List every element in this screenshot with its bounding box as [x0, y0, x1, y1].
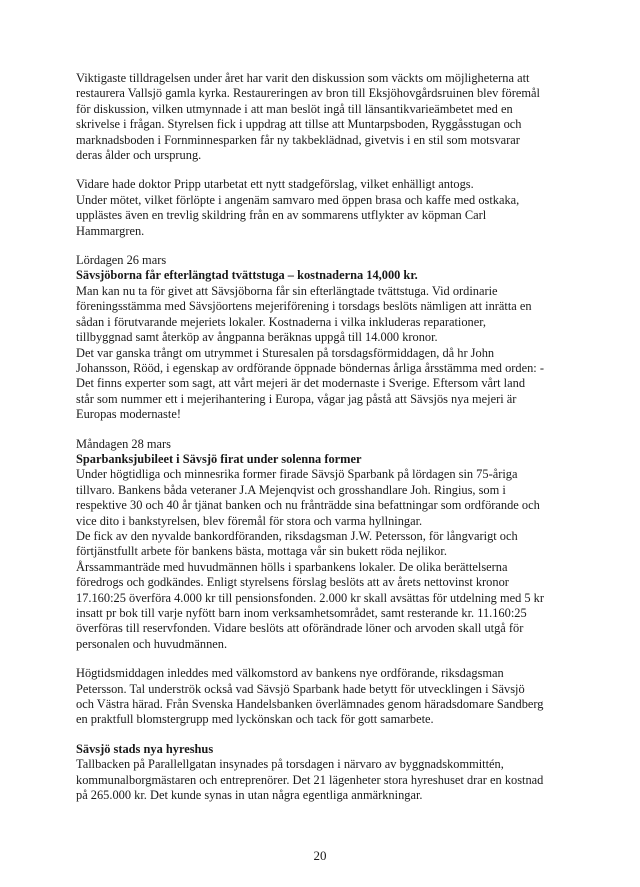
- article-hyreshus: [76, 742, 576, 804]
- article-headline: Sävsjö stads nya hyreshus: [76, 741, 214, 756]
- text-line: Tallbacken på Parallellgatan insynades på torsdagen i närvaro av byggnadskommittén,: [76, 757, 504, 772]
- text-line: Under högtidliga och minnesrika former firade Sävsjö Sparbank på lördagen sin 75-åriga: [76, 467, 518, 482]
- text-line: på 265.000 kr. Det kunde synas in utan några egentliga anmärkningar.: [76, 788, 423, 803]
- article-body: [76, 284, 576, 423]
- text-line: Man kan nu ta för givet att Sävsjöborna får sin efterlängtade tvättstuga. Vid ordinarie: [76, 283, 498, 298]
- text-line: Det var ganska trångt om utrymmet i Sturesalen på torsdagsförmiddagen, då hr John: [76, 345, 495, 360]
- text-line: överföras till reservfonden. Vidare beslöts att oförändrade löner och arvoden skall utgå för: [76, 621, 524, 636]
- text-line: respektive 30 och 40 år tjänat banken och nu frånträdde sina befattningar som ordförande och: [76, 498, 540, 513]
- text-line: Petersson. Tal underströk också vad Sävsjö Sparbank hade betytt för utvecklingen i Sävsjö: [76, 681, 525, 696]
- text-line: personalen och huvudmännen.: [76, 636, 228, 651]
- text-line: tillvaro. Bankens båda veteraner J.A Mejenqvist och grosshandlare Joh. Ringius, som i: [76, 482, 506, 497]
- article-body: [76, 467, 576, 652]
- dinner-paragraph: [76, 666, 576, 728]
- article-date: Måndagen 28 mars: [76, 436, 171, 451]
- text-line: deras ålder och ursprung.: [76, 148, 202, 163]
- article-date: Lördagen 26 mars: [76, 253, 167, 268]
- article-headline: Sparbanksjubileet i Sävsjö firat under solenna former: [76, 451, 362, 466]
- text-line: står som nummer ett i mejerihantering i Europa, vågar jag påstå att Sävsjös nya mejeri är: [76, 391, 517, 406]
- text-line: restaurera Vallsjö gamla kyrka. Restaureringen av bron till Eksjöhovgårdsruinen blev föremål: [76, 86, 540, 101]
- text-line: Under mötet, vilket förlöpte i angenäm samvaro med öppen brasa och kaffe med ostkaka,: [76, 192, 520, 207]
- text-line: marknadsboden i Fornminnesparken får ny takbeklädnad, givetvis i en stil som motsvarar: [76, 132, 520, 147]
- intro-paragraph: [76, 71, 576, 163]
- article-body: [76, 757, 576, 803]
- text-line: Johansson, Rööd, i egenskap av ordförande öppnade böndernas årliga årsstämma med orden: -: [76, 360, 544, 375]
- text-line: upplästes även en trevlig skildring från en av sommarens utflykter av köpman Carl: [76, 208, 487, 223]
- text-line: De fick av den nyvalde bankordföranden, riksdagsman J.W. Petersson, för långvarigt och: [76, 528, 518, 543]
- text-line: och Västra härad. Från Svenska Handelsbanken överlämnades genom häradsdomare Sandberg: [76, 697, 544, 712]
- text-line: förtjänstfullt arbete för bankens bästa, mottaga vår sin bukett röda nejlikor.: [76, 544, 447, 559]
- text-line: för diskussion, vilken utmynnade i att man beslöt ingå till länsantikvarieämbetet med en: [76, 101, 513, 116]
- text-line: Hammargren.: [76, 223, 145, 238]
- text-line: Årssammanträde med huvudmännen hölls i sparbankens lokaler. De olika berättelserna: [76, 559, 508, 574]
- text-line: Högtidsmiddagen inleddes med välkomstord av bankens nye ordförande, riksdagsman: [76, 666, 504, 681]
- text-line: en praktfull blomstergrupp med lyckönskan och tack för gott samarbete.: [76, 712, 434, 727]
- text-line: föredrogs och godkändes. Enligt styrelsens förslag beslöts att av årets nettovinst kronor: [76, 575, 509, 590]
- text-line: föreningsstämma med Sävsjöortens mejeriförening i torsdags beslöts nämligen att inrätta en: [76, 299, 532, 314]
- text-line: Vidare hade doktor Pripp utarbetat ett nytt stadgeförslag, vilket enhälligt antogs.: [76, 177, 474, 192]
- text-line: tillbyggnad samt återköp av ångpanna beräknas uppgå till 14.000 kronor.: [76, 330, 438, 345]
- text-line: skrivelse i frågan. Styrelsen fick i uppdrag att tillse att Muntarpsboden, Ryggåsstugan och: [76, 117, 522, 132]
- article-tvattstuga: [76, 253, 576, 422]
- article-headline: Sävsjöborna får efterlängtad tvättstuga – kostnaderna 14,000 kr.: [76, 268, 418, 283]
- text-line: insatt pr bok till varje nyfött barn inom verksamhetsområdet, samt resterande kr. 11.160:25: [76, 606, 527, 620]
- page-number: 20: [313, 848, 327, 863]
- text-line: sådan i förutvarande mejeriets lokaler. Kostnaderna i vilka inkluderas reparationer,: [76, 314, 486, 329]
- article-sparbank: [76, 437, 576, 728]
- text-line: Europas modernaste!: [76, 407, 181, 422]
- pripp-paragraph: [76, 177, 576, 239]
- text-line: vice dito i bankstyrelsen, blev föremål för stora och varma hyllningar.: [76, 513, 423, 528]
- text-line: 17.160:25 överföra 4.000 kr till pensionsfonden. 2.000 kr skall avsättas för utdelning med 5 kr: [76, 590, 545, 605]
- page-content: [76, 71, 576, 803]
- text-line: Viktigaste tilldragelsen under året har varit den diskussion som väckts om möjligheterna att: [76, 71, 530, 85]
- text-line: kommunalborgmästaren och entreprenörer. Det 21 lägenheter stora hyreshuset drar en kostnad: [76, 772, 544, 787]
- text-line: Det finns experter som sagt, att vårt mejeri är det modernaste i Sverige. Eftersom vårt land: [76, 376, 526, 391]
